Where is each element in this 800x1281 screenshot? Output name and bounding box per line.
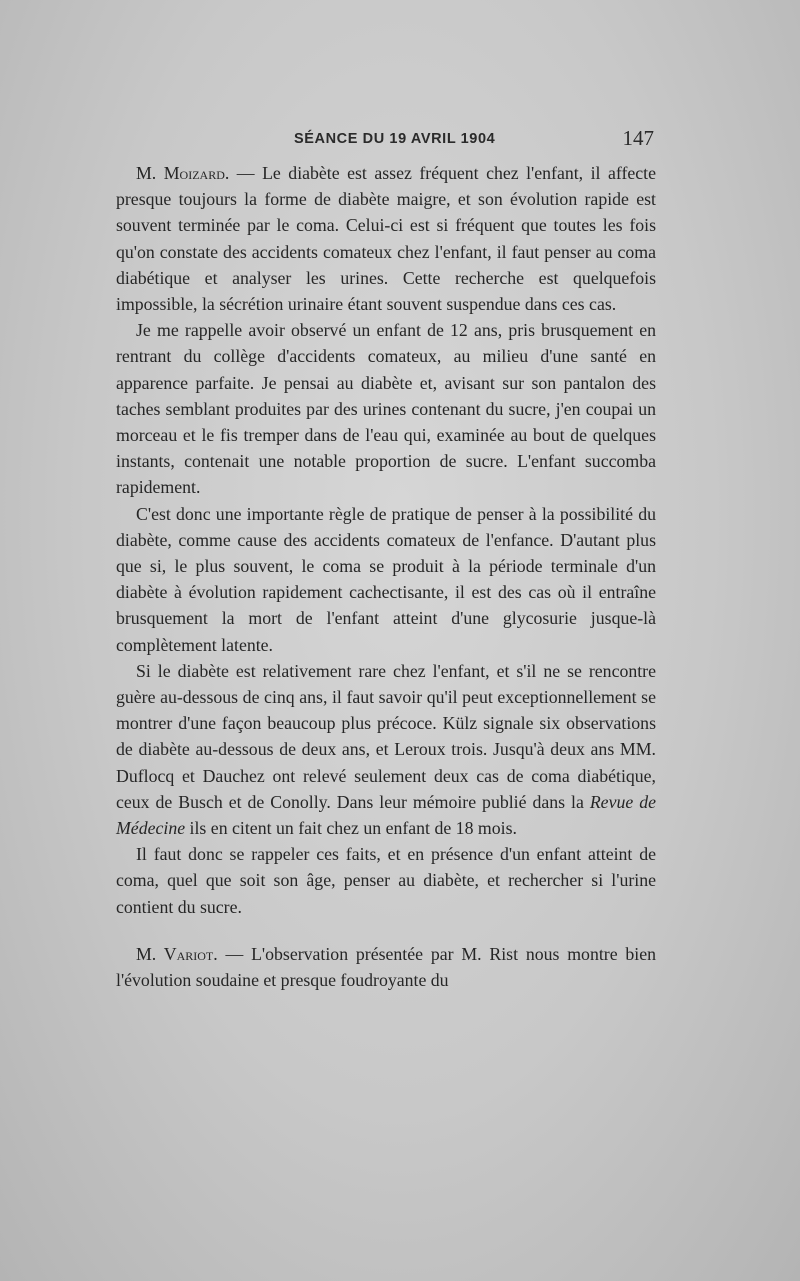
paragraph-observation: Je me rappelle avoir observé un enfant de 12 ans, pris brusquement en rentrant du collège d'accidents comateux, au milieu d'une santé en apparence parfaite. Je pensai au diabète et, avisant sur son pantalon des taches semblant produites par des urines contenant du sucre, j'en coupai un morceau et le fis tremper dans de l'eau qui, examinée au bout de quelques instants, contenait une notable proportion de sucre. L'enfant succomba rapidement. [116,320,656,498]
speaker-variot: M. Variot. [136,943,218,964]
paragraph-moizard [116,160,656,317]
paragraph-rarity-text: Si le diabète est relativement rare chez l'enfant, et s'il ne se rencontre guère au-dessous de cinq ans, il faut savoir qu'il peut exceptionnellement se montrer d'une façon beaucoup plus précoce. Külz signale six observations de diabète au-dessous de deux ans, et Leroux trois. Jusqu'à deux ans MM. Duflocq et Dauchez ont relevé seulement deux cas de coma diabétique, ceux de Busch et de Conolly. Dans leur mémoire publié dans la [116,660,656,812]
running-head: SÉANCE DU 19 AVRIL 1904 [294,131,496,147]
paragraph-variot [116,941,656,993]
page-header [116,126,656,156]
paragraph-conclusion: Il faut donc se rappeler ces faits, et en présence d'un enfant atteint de coma, quel que soit son âge, penser au diabète, et rechercher si l'urine contient du sucre. [116,844,656,917]
paragraph-variot-text: — L'observation présentée par M. Rist nous montre bien l'évolution soudaine et presque foudroyante du [116,943,657,991]
body-text [116,160,656,993]
paragraph-moizard-text: — Le diabète est assez fréquent chez l'enfant, il affecte presque toujours la forme de diabète maigre, et son évolution rapide est souvent terminée par le coma. Celui-ci est si fréquent que toutes les fois qu'on constate des accidents comateux chez l'enfant, il faut penser au coma diabétique et analyser les urines. Cette recherche est quelquefois impossible, la sécrétion urinaire étant souvent suspendue dans ces cas. [116,163,656,315]
speaker-moizard: M. Moizard. [136,163,230,183]
page-number: 147 [622,126,654,150]
paragraph-rule: C'est donc une importante règle de pratique de penser à la possibilité du diabète, comme cause des accidents comateux de l'enfance. D'autant plus que si, le plus souvent, le coma se produit à la période terminale d'un diabète à évolution rapidement cachectisante, il est des cas où il entraîne brusquement la mort de l'enfant atteint d'une glycosurie jusque-là complètement latente. [116,503,656,655]
journal-title: Revue de Médecine [116,791,656,839]
paragraph-rarity-end: ils en citent un fait chez un enfant de 18 mois. [185,818,517,839]
paragraph-rarity [116,658,656,841]
